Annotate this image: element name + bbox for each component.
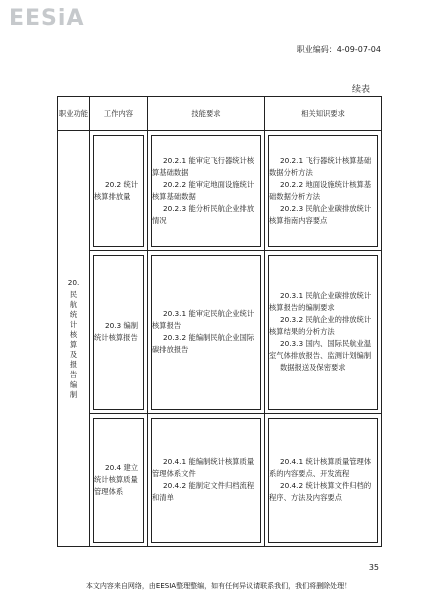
knowledge-item: 数据报送及保密要求 bbox=[279, 363, 346, 372]
knowledge-cell bbox=[265, 251, 382, 414]
knowledge-cell bbox=[265, 414, 382, 547]
skill-item: 20.2.2 能审定地面设施统计核算基础数据 bbox=[152, 179, 255, 201]
eesia-logo: EESiA bbox=[9, 6, 85, 31]
skill-item: 20.2.3 能分析民航企业排放情况 bbox=[152, 203, 255, 225]
knowledge-item: 20.4.2 统计核算文件归档的程序、方法及内容要点 bbox=[269, 481, 372, 502]
knowledge-cell bbox=[265, 131, 382, 251]
page-number: 35 bbox=[368, 563, 379, 572]
footer-note: 本文内容来自网络，由EESIA整理整编，如有任何异议请联系我们，我们将删除处理！ bbox=[85, 582, 352, 590]
work-content: 20.2 统计核算排放量 bbox=[94, 179, 139, 201]
knowledge-item: 20.3.2 民航企业的排放统计核算结果的分析方法 bbox=[269, 315, 372, 336]
continued-label: 续表 bbox=[351, 85, 370, 95]
header-work-content: 工作内容 bbox=[90, 97, 148, 131]
header-knowledge-requirements: 相关知识要求 bbox=[265, 97, 382, 131]
skills-cell bbox=[148, 251, 265, 414]
function-name: 民航统计核算及报告编制 bbox=[69, 289, 78, 399]
knowledge-item: 20.3.3 国内、国际民航业温室气体排放报告、监测计划编制 bbox=[269, 339, 372, 360]
knowledge-item: 20.3.1 民航企业碳排放统计核算报告的编制要求 bbox=[269, 291, 372, 312]
work-content: 20.4 建立统计核算质量管理体系 bbox=[94, 463, 139, 496]
function-number: 20. bbox=[67, 277, 80, 287]
table-row bbox=[58, 131, 382, 251]
skills-cell bbox=[148, 414, 265, 547]
knowledge-item: 20.4.1 统计核算质量管理体系的内容要点、开发流程 bbox=[269, 457, 372, 478]
work-content-cell bbox=[90, 414, 148, 547]
skill-item: 20.2.1 能审定飞行器统计核算基础数据 bbox=[152, 155, 255, 177]
knowledge-item: 20.2.1 飞行器统计核算基础数据分析方法 bbox=[269, 155, 372, 177]
table-row bbox=[58, 414, 382, 547]
knowledge-item: 20.2.2 地面设施统计核算基础数据分析方法 bbox=[269, 179, 372, 201]
function-cell bbox=[58, 131, 90, 547]
table-row bbox=[58, 251, 382, 414]
skills-table bbox=[57, 96, 382, 547]
header-skill-requirements: 技能要求 bbox=[148, 97, 265, 131]
skills-cell bbox=[148, 131, 265, 251]
work-content-cell bbox=[90, 251, 148, 414]
occupation-code: 职业编码：4-09-07-04 bbox=[296, 45, 381, 54]
skill-item: 20.3.2 能编制民航企业国际碳排放报告 bbox=[152, 333, 255, 354]
work-content-cell bbox=[90, 131, 148, 251]
skill-item: 20.3.1 能审定民航企业统计核算报告 bbox=[152, 309, 255, 330]
table-header-row bbox=[58, 97, 382, 131]
skill-item: 20.4.1 能编制统计核算质量管理体系文件 bbox=[152, 457, 255, 478]
knowledge-item: 20.2.3 民航企业碳排放统计核算指南内容要点 bbox=[269, 203, 372, 225]
header-function: 职业功能 bbox=[58, 97, 90, 131]
work-content: 20.3 编制统计核算报告 bbox=[94, 321, 139, 342]
skill-item: 20.4.2 能制定文件归档流程和清单 bbox=[152, 481, 255, 502]
